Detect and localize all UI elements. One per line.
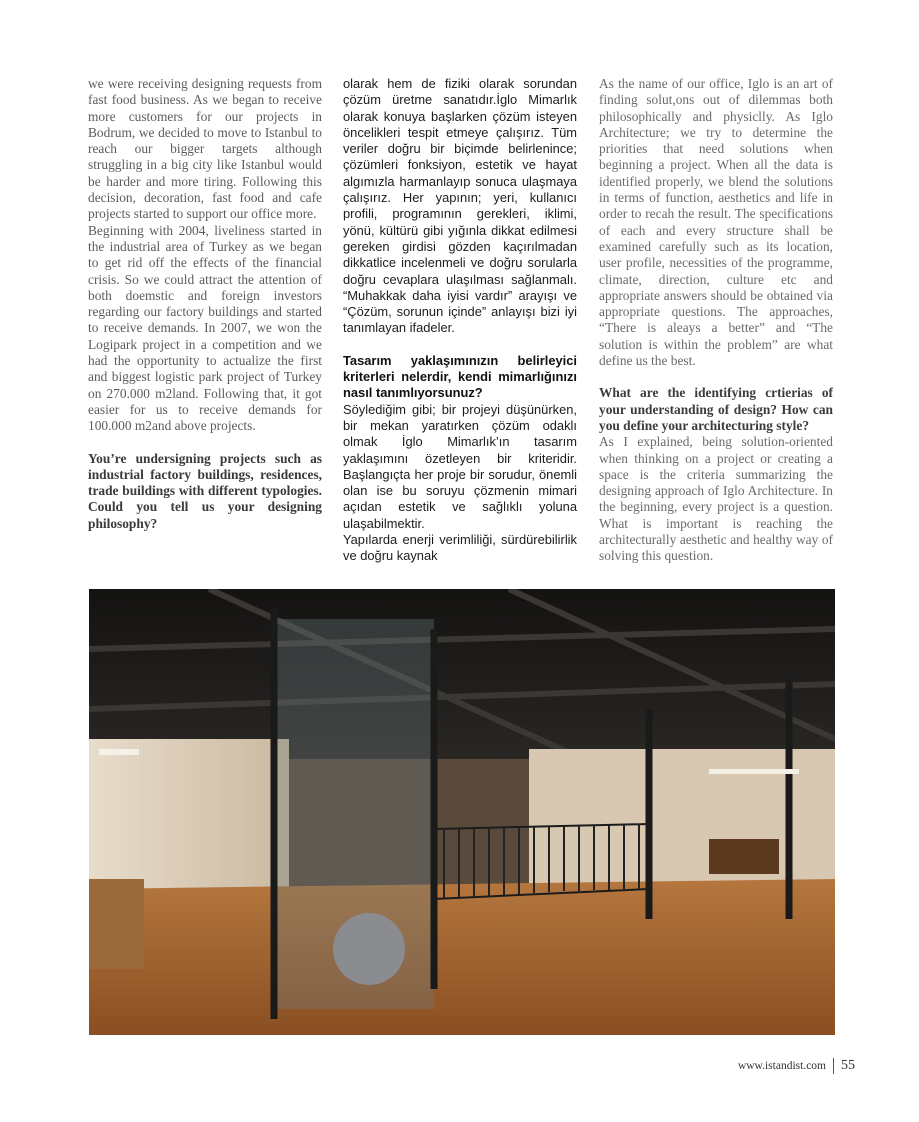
page-footer [738,1058,855,1074]
paragraph: As I explained, being solution-oriented when thinking on a project or creating a space is the criteria summarizing the designing approach of Iglo Architecture. In the beginning, every project is a question. What is important is reaching the architecturally aesthetic and healthy way of solving this question. [599,434,833,564]
interior-photo [89,589,835,1035]
website-url[interactable]: www.istandist.com [737,1060,826,1072]
paragraph: Beginning with 2004, liveliness started in the industrial area of Turkey as we began to get rid off the effects of the financial crisis. So we could attract the attention of both doemstic and foreign investors regarding our factory buildings and started to receive demands. In 2007, we won the Logipark project in a competition and we had the opportunity to actualize the first and biggest logistic park project of Turkey on 270.000 m2land. Following that, it got easier for us to receive demands for 100.000 m2and above projects. [88,222,322,434]
text-column-3 [599,76,833,565]
interview-question: What are the identifying crtierias of your understanding of design? How can you define your architecturing style? [599,385,833,433]
divider [833,1058,834,1074]
paragraph: olarak hem de fiziki olarak sorundan çözüm üretme sanatıdır.İglo Mimarlık olarak konuya başlarken çözüm isteyen öncelikleri tespit etmeye çalışırız. Tüm veriler doğru bir biçimde belirlenince; çözümleri fonksiyon, estetik ve hayat algımızla harmanlayıp sonuca ulaşmaya çalışırız. Her yapının; yeri, kullanıcı profili, programının gerekleri, iklimi, yönü, kültürü gibi yığınla dikkat edilmesi gereken girdisi gözden kaçırılmadan dikkatlice incelenmeli ve doğru sorularla doğru cevaplara ulaşılması sağlanmalı. “Muhakkak daha iyisi vardır” arayışı ve “Çözüm, sorunun içinde” anlayışı bizi iyi tanımlayan ifadeler. [343,76,577,336]
text-column-2 [343,76,577,565]
interview-question: You’re undersigning projects such as industrial factory buildings, residences, trade buildings with different typologies. Could you tell us your designing philosophy? [88,450,322,531]
text-column-1 [88,76,322,532]
interview-question: Tasarım yaklaşımınızın belirleyici kriterleri nelerdir, kendi mimarlığınızı nasıl tanımlıyorsunuz? [343,352,577,401]
paragraph: we were receiving designing requests from fast food business. As we began to receive more customers for our projects in Bodrum, we decided to move to Istanbul to reach our bigger targets although struggling in a big city like Istanbul would be harder and more tiring. Following this decision, decoration, fast food and cafe projects started to support our office more. [88,76,322,222]
paragraph: Yapılarda enerji verimliliği, sürdürebilirlik ve doğru kaynak [343,532,577,564]
paragraph: As the name of our office, Iglo is an art of finding solut,ons out of dilemmas both philosophically and physiclly. As Iglo Architecture; we try to determine the priorities that need solutions when beginning a project. When all the data is identified properly, we blend the solutions in terms of function, aesthetics and life in order to recah the result. The specifications of each and every structure shall be examined carefully such as its location, user profile, necessities of the programme, climate, direction, culture etc and appropriate answers should be obtained via appropriate questions. The approaches, “There is aleays a better” and “The solution is within the problem” are what define us the best. [599,76,833,369]
page-number: 55 [841,1058,855,1073]
paragraph: Söylediğim gibi; bir projeyi düşünürken, bir mekan yaratırken çözüm odaklı olmak İglo Mimarlık’ın tasarım yaklaşımını özetleyen bir kriteridir. Başlangıçta her proje bir sorudur, önemli olan ise bu soruyu çözmenin mimari açıdan estetik ve sağlıklı yoluna ulaşabilmektir. [343,401,577,531]
